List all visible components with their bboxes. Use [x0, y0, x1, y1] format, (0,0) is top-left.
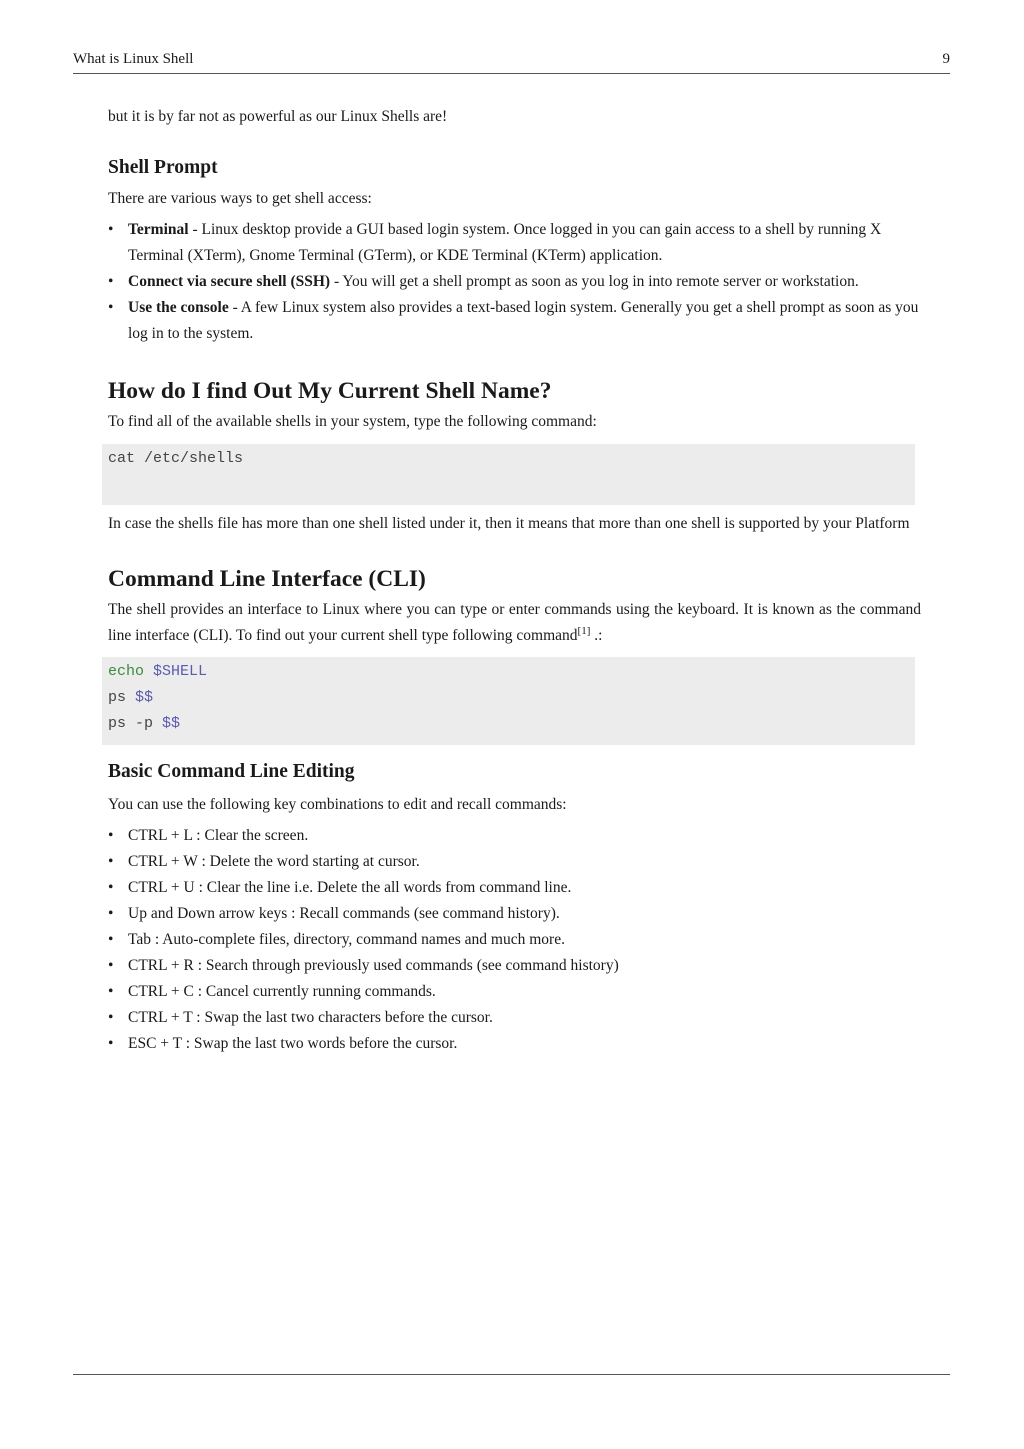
find-shell-intro: To find all of the available shells in your system, type the following command: — [108, 413, 597, 430]
list-term: Terminal — [128, 221, 189, 238]
list-text: CTRL + W : Delete the word starting at cursor. — [128, 853, 420, 870]
bullet-icon: • — [108, 273, 114, 290]
bullet-icon: • — [108, 1009, 114, 1026]
list-text: ESC + T : Swap the last two words before the cursor. — [128, 1035, 458, 1052]
page-content — [108, 104, 921, 1057]
code-command: ps -p — [108, 715, 154, 732]
shell-prompt-intro: There are various ways to get shell access: — [108, 190, 372, 207]
list-item — [108, 927, 921, 953]
bullet-icon: • — [108, 905, 114, 922]
list-item — [108, 953, 921, 979]
code-line — [108, 711, 915, 737]
list-item — [108, 901, 921, 927]
key-combination-list — [108, 823, 921, 1057]
cli-heading: Command Line Interface (CLI) — [108, 566, 426, 592]
cli-intro-text: The shell provides an interface to Linux where you can type or enter commands using the keyboard. It is known as the command line interface (CLI). To find out your current shell type following command — [108, 601, 921, 644]
intro-line: but it is by far not as powerful as our Linux Shells are! — [108, 108, 448, 125]
list-text: CTRL + L : Clear the screen. — [128, 827, 309, 844]
list-term: Use the console — [128, 299, 229, 316]
list-text: - You will get a shell prompt as soon as you log in into remote server or workstation. — [330, 273, 859, 290]
list-item — [108, 217, 921, 269]
footer-rule — [73, 1374, 950, 1375]
running-header — [73, 50, 950, 74]
bullet-icon: • — [108, 827, 114, 844]
editing-intro: You can use the following key combinations to edit and recall commands: — [108, 796, 567, 813]
list-text: - A few Linux system also provides a text-based login system. Generally you get a shell prompt as soon as you log in to the system. — [128, 299, 919, 342]
bullet-icon: • — [108, 853, 114, 870]
list-item — [108, 849, 921, 875]
list-item — [108, 269, 921, 295]
code-variable: $SHELL — [153, 663, 208, 680]
code-variable: $$ — [162, 715, 181, 732]
code-line — [108, 685, 915, 711]
list-item — [108, 875, 921, 901]
code-block — [102, 657, 915, 745]
editing-heading: Basic Command Line Editing — [108, 761, 355, 782]
code-line — [108, 659, 915, 685]
shell-access-list — [108, 217, 921, 347]
list-item — [108, 1031, 921, 1057]
list-item — [108, 1005, 921, 1031]
code-variable: $$ — [135, 689, 154, 706]
list-text: - Linux desktop provide a GUI based login system. Once logged in you can gain access to a shell by running X Terminal (XTerm), Gnome Terminal (GTerm), or KDE Terminal (KTerm) application. — [128, 221, 882, 264]
bullet-icon: • — [108, 299, 114, 316]
list-text: CTRL + R : Search through previously used commands (see command history) — [128, 957, 619, 974]
bullet-icon: • — [108, 879, 114, 896]
list-text: CTRL + C : Cancel currently running commands. — [128, 983, 436, 1000]
list-text: Tab : Auto-complete files, directory, command names and much more. — [128, 931, 565, 948]
bullet-icon: • — [108, 1035, 114, 1052]
bullet-icon: • — [108, 983, 114, 1000]
page-number: 9 — [942, 51, 950, 67]
code-block — [102, 444, 915, 505]
cli-intro-end: .: — [590, 627, 603, 644]
list-item — [108, 295, 921, 347]
list-text: CTRL + U : Clear the line i.e. Delete the all words from command line. — [128, 879, 572, 896]
list-text: Up and Down arrow keys : Recall commands (see command history). — [128, 905, 560, 922]
list-item — [108, 979, 921, 1005]
shell-prompt-heading: Shell Prompt — [108, 157, 218, 178]
header-title: What is Linux Shell — [73, 51, 194, 67]
bullet-icon: • — [108, 957, 114, 974]
find-shell-heading: How do I find Out My Current Shell Name? — [108, 378, 552, 404]
find-shell-after: In case the shells file has more than one shell listed under it, then it means that more than one shell is supported by your Platform — [108, 515, 910, 532]
code-command: ps — [108, 689, 127, 706]
list-text: CTRL + T : Swap the last two characters before the cursor. — [128, 1009, 493, 1026]
code-line: cat /etc/shells — [108, 450, 244, 467]
code-command: echo — [108, 663, 145, 680]
cli-intro — [108, 597, 921, 649]
bullet-icon: • — [108, 221, 114, 238]
footnote-ref[interactable]: [1] — [577, 624, 591, 637]
list-term: Connect via secure shell (SSH) — [128, 273, 331, 290]
list-item — [108, 823, 921, 849]
bullet-icon: • — [108, 931, 114, 948]
